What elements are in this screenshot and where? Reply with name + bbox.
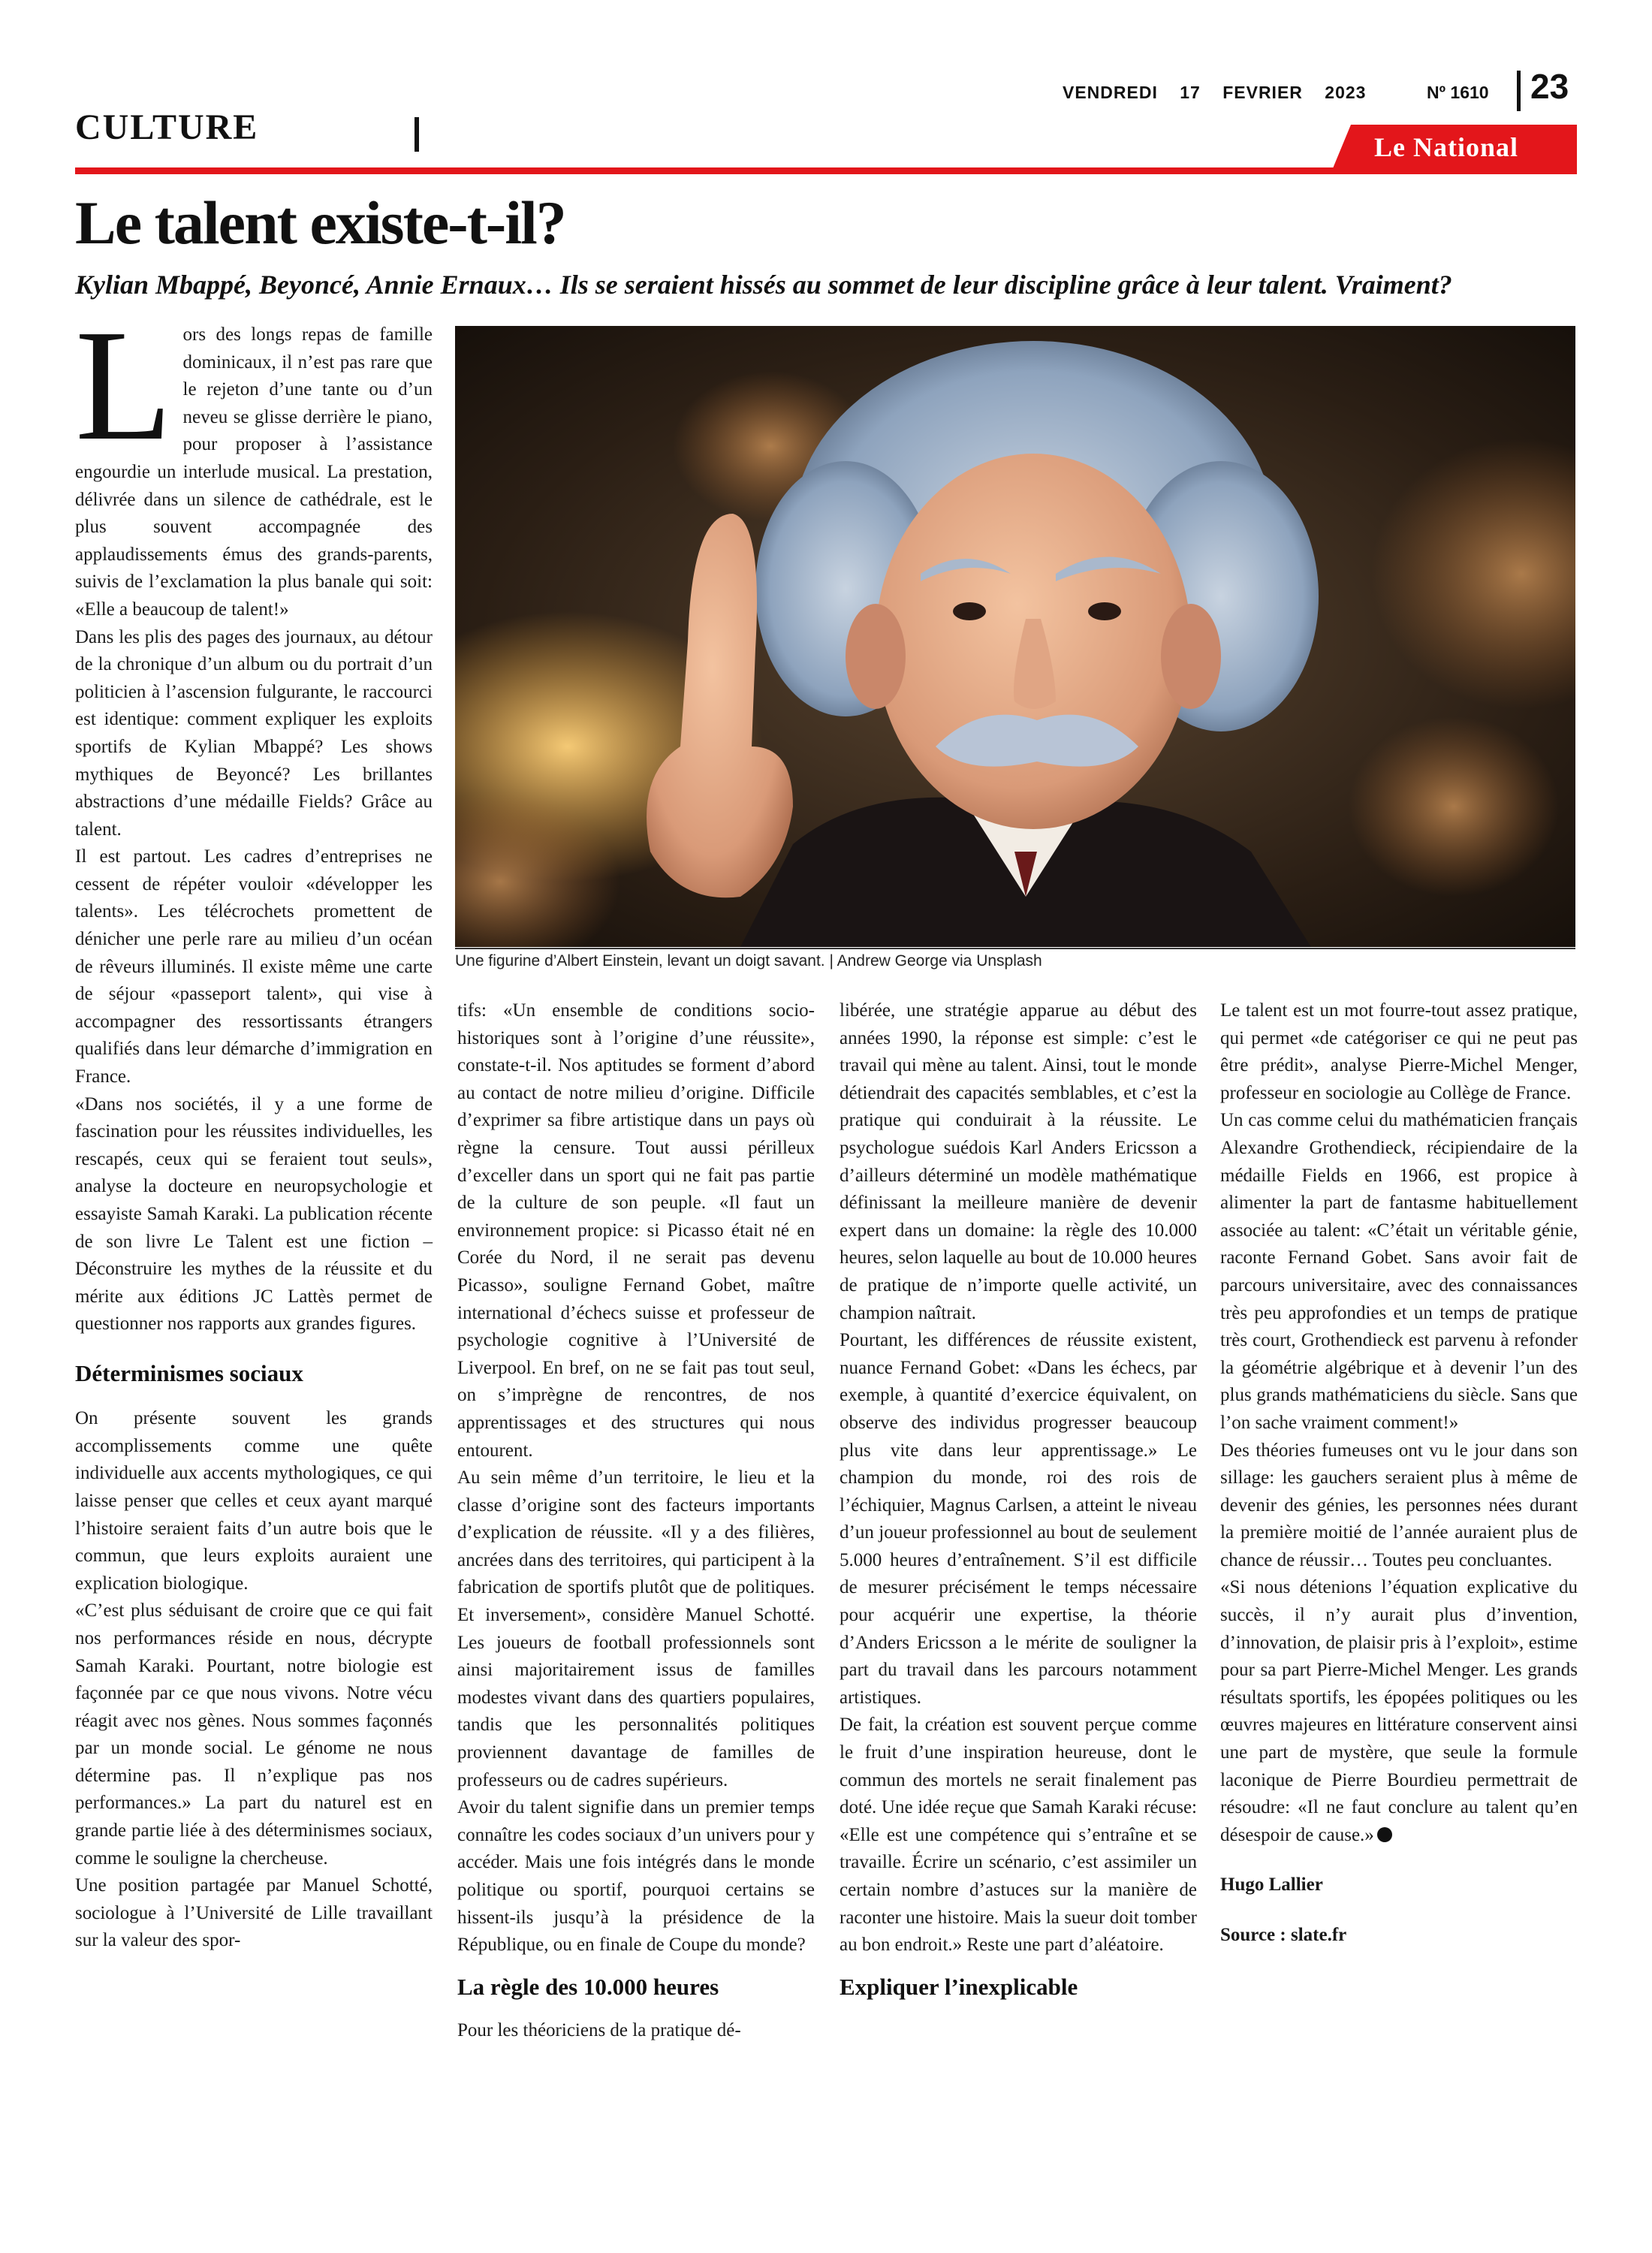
- photo-rule: [455, 948, 1575, 949]
- end-of-article-icon: [1377, 1827, 1392, 1842]
- paragraph: tifs: «Un ensemble de conditions socio-historiques sont à l’origine d’une réussite», constate-t-il. Nos aptitudes se forment d’abord au contact de notre milieu d’origine. Difficile d’exprimer sa fibre artistique dans un pays où règne la censure. Tout aussi périlleux d’exceller dans un sport qui ne fait pas partie de la culture de son peuple. «Il faut un environnement propice: si Picasso était né en Corée du Nord, il ne serait pas devenu Picasso», souligne Fernand Gobet, maître international d’échecs suisse et professeur de psychologie cognitive à l’Université de Liverpool. En bref, on ne se fait pas tout seul, on s’imprègne de rencontres, de nos apprentissages et des structures qui nous entourent.: [457, 1000, 815, 1461]
- paragraph: libérée, une stratégie apparue au début des années 1990, la réponse est simple: c’est le travail qui mène au talent. Ainsi, tout le monde détiendrait des capacités semblables, et c’est la pratique qui conduirait à la réussite. Le psychologue suédois Karl Anders Ericsson a d’ailleurs déterminé un modèle mathématique définissant la meilleure manière de devenir expert dans un domaine: la règle des 10.000 heures, selon laquelle au bout de 10.000 heures de pratique de n’importe quelle activité, un champion naîtrait.: [840, 1000, 1197, 1323]
- subheading: La règle des 10.000 heures: [457, 1973, 719, 2000]
- paragraph: «C’est plus séduisant de croire que ce qui fait nos performances réside en nous, décrypte Samah Karaki. Pourtant, notre biologie est façonnée par ce que nous vivons. Notre vécu réagit avec nos gènes. Nous sommes façonnés par un monde social. Le génome ne nous détermine pas. Il n’explique pas nos performances.» La part du naturel est en grande partie liée à des déterminismes sociaux, comme le souligne la chercheuse.: [75, 1600, 433, 1868]
- paragraph: Dans les plis des pages des journaux, au détour de la chronique d’un album ou du portrait d’un politicien à l’ascension fulgurante, le raccourci est identique: comment expliquer les exploits sportifs de Kylian Mbappé? Les shows mythiques de Beyoncé? Les brillantes abstractions d’une médaille Fields? Grâce au talent.: [75, 626, 433, 840]
- drop-cap: L: [75, 297, 173, 473]
- subheading: Déterminismes sociaux: [75, 1359, 303, 1386]
- brand-logo: Le National: [1374, 132, 1519, 162]
- paragraph: Pour les théoriciens de la pratique dé-: [457, 2019, 741, 2040]
- column-3: [840, 997, 1197, 2001]
- section-label: CULTURE: [75, 107, 259, 147]
- article-source: Source : slate.fr: [1220, 1925, 1347, 1945]
- header-rule: [75, 167, 1577, 174]
- paragraph: Au sein même d’un territoire, le lieu et la classe d’origine sont des facteurs importants d’explication de réussite. «Il y a des filières, ancrées dans des territoires, qui participent à la fabrication de sportifs plutôt que de politiques. Et inversement», considère Manuel Schotté. Les joueurs de football professionnels sont ainsi majoritairement issus de familles modestes vivant dans des quartiers populaires, tandis que les personnalités politiques proviennent davantage de familles de professeurs ou de cadres supérieurs.: [457, 1467, 815, 1790]
- subheading: Expliquer l’inexplicable: [840, 1973, 1078, 2000]
- author-name: Hugo Lallier: [1220, 1874, 1323, 1896]
- column-4: [1220, 997, 1578, 1950]
- issue-date: VENDREDI 17 FEVRIER 2023: [1063, 83, 1367, 102]
- column-2: [457, 997, 815, 2045]
- header-divider: [1517, 71, 1521, 111]
- article-deck: Kylian Mbappé, Beyoncé, Annie Ernaux… Ils se seraient hissés au sommet de leur discipline grâce à leur talent. Vraiment?: [75, 270, 1452, 300]
- paragraph: «Dans nos sociétés, il y a une forme de fascination pour les réussites individuelles, les rescapés, ceux qui se feraient tout seuls», analyse la docteure en neuropsychologie et essayiste Samah Karaki. La publication récente de son livre Le Talent est une fiction – Déconstruire les mythes de la réussite et du mérite aux éditions JC Lattès permet de questionner nos rapports aux grandes figures.: [75, 1093, 433, 1335]
- paragraph: Le talent est un mot fourre-tout assez pratique, qui permet «de catégoriser ce qui ne peut pas être prédit», analyse Pierre-Michel Menger, professeur en sociologie au Collège de France.: [1220, 1000, 1578, 1103]
- article-photo: [455, 326, 1575, 947]
- paragraph: Pourtant, les différences de réussite existent, nuance Fernand Gobet: «Dans les échecs, par exemple, à quantité d’exercice équivalent, on observe des individus progresser beaucoup plus vite dans leur apprentissage.» Le champion du monde, roi des rois de l’échiquier, Magnus Carlsen, a atteint le niveau d’un joueur professionnel au bout de seulement 5.000 heures d’entraînement. S’il est difficile de mesurer précisément le temps nécessaire pour acquérir une expertise, la théorie d’Anders Ericsson a le mérite de souligner la part du travail dans les parcours notamment artistiques.: [840, 1330, 1197, 1708]
- paragraph: Des théories fumeuses ont vu le jour dans son sillage: les gauchers seraient plus à même de devenir des génies, les personnes nées durant la première moitié de l’année auraient plus de chance de réussir… Toutes peu concluantes.: [1220, 1440, 1578, 1570]
- paragraph: «Si nous détenions l’équation explicative du succès, il n’y aurait plus d’invention, d’innovation, de plaisir pris à l’exploit», estime pour sa part Pierre-Michel Menger. Les grands résultats sportifs, les épopées politiques ou les œuvres majeures en littérature conservent ainsi une part de mystère, que seule la formule laconique de Pierre Bourdieu permettrait de résoudre: «Il ne faut conclure au talent qu’en désespoir de cause.»: [1220, 1577, 1578, 1845]
- paragraph: ors des longs repas de famille dominicaux, il n’est pas rare que le rejeton d’une tante ou d’un neveu se glisse derrière le piano, pour proposer à l’assistance engourdie un interlude musical. La prestation, délivrée dans un silence de cathédrale, est le plus souvent accompagnée des applaudissements émus des grands-parents, suivis de l’exclamation la plus banale qui soit: «Elle a beaucoup de talent!»: [75, 324, 433, 620]
- section-divider: [415, 117, 419, 152]
- paragraph: Une position partagée par Manuel Schotté, sociologue à l’Université de Lille travaillant sur la valeur des spor-: [75, 1875, 433, 1951]
- paragraph: De fait, la création est souvent perçue comme le fruit d’une inspiration heureuse, dont le commun des mortels ne serait finalement pas doté. Une idée reçue que Samah Karaki récuse: «Elle est une compétence qui s’entraîne et se travaille. Écrire un scénario, c’est assimiler un certain nombre d’astuces sur la manière de raconter une histoire. Mais la sueur doit tomber au bon endroit.» Reste une part d’aléatoire.: [840, 1715, 1197, 1956]
- paragraph: On présente souvent les grands accomplissements comme une quête individuelle aux accents mythologiques, ce qui laisse penser que celles et ceux ayant marqué l’histoire seraient faits d’un autre bois que le commun, que leurs exploits auraient une explication biologique.: [75, 1408, 433, 1594]
- column-1-top: [75, 297, 433, 1955]
- photo-caption: Une figurine d’Albert Einstein, levant un doigt savant. | Andrew George via Unsplash: [455, 952, 1042, 970]
- paragraph: Un cas comme celui du mathématicien français Alexandre Grothendieck, récipiendaire de la médaille Fields en 1966, est propice à alimenter la part de fantasme habituellement associée au talent: «C’était un véritable génie, raconte Fernand Gobet. Sans avoir fait de parcours universitaire, avec des connaissances très peu approfondies et un temps de pratique très court, Grothendieck est parvenu à refonder la géométrie algébrique et à devenir l’un des plus grands mathématiciens du siècle. Sans que l’on sache vraiment comment!»: [1220, 1110, 1578, 1433]
- paragraph: Avoir du talent signifie dans un premier temps connaître les codes sociaux d’un univers pour y accéder. Mais une fois intégrés dans le monde politique ou sportif, pourquoi certains se hissent-ils jusqu’à la présidence de la République, ou en finale de Coupe du monde?: [457, 1797, 815, 1956]
- issue-number: Nº 1610: [1427, 83, 1489, 102]
- article-title: Le talent existe-t-il?: [75, 189, 565, 257]
- page-number: 23: [1530, 67, 1569, 106]
- paragraph: Il est partout. Les cadres d’entreprises ne cessent de répéter vouloir «développer les talents». Les télécrochets promettent de dénicher une perle rare au milieu d’un océan de rêveurs illuminés. Il existe même une carte de séjour «passeport talent», qui vise à accompagner des ressortissants étrangers qualifiés dans leur démarche d’immigration en France.: [75, 846, 433, 1087]
- einstein-figurine-image: [455, 326, 1575, 947]
